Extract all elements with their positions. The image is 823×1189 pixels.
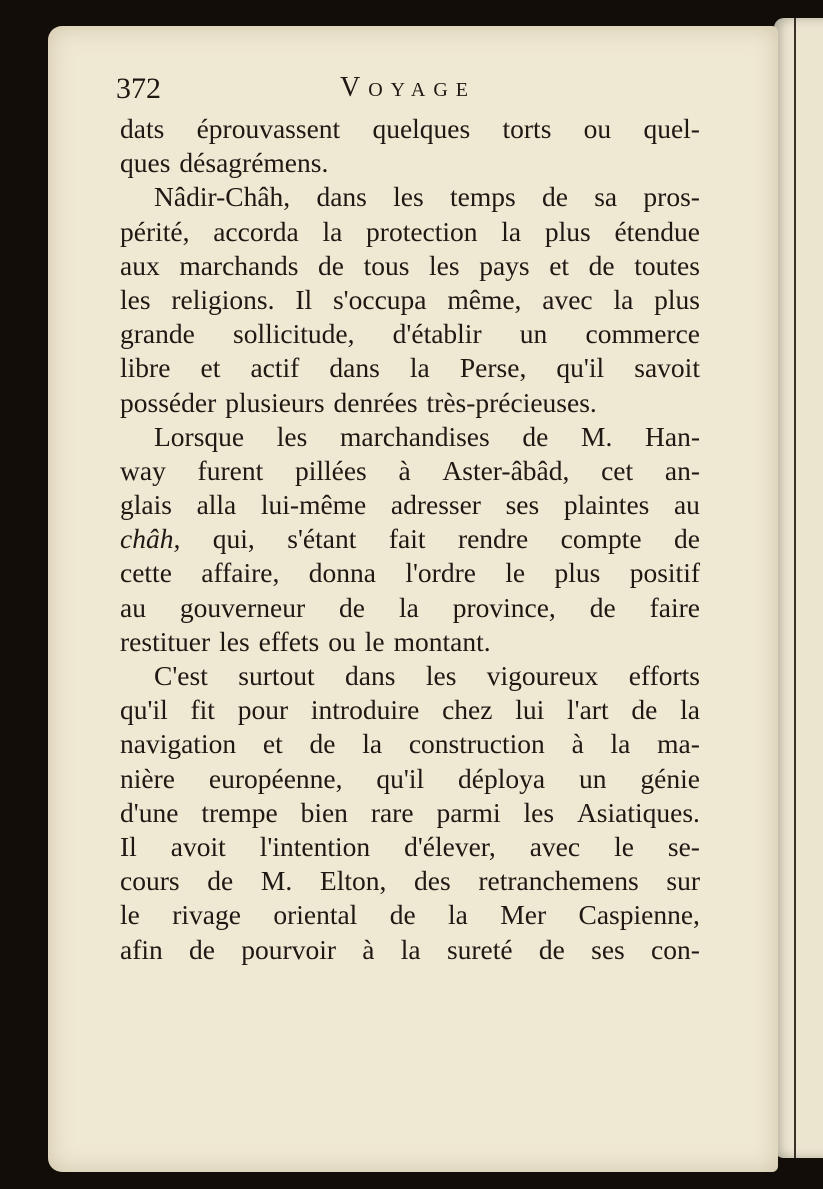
word: d'une (120, 796, 179, 828)
text-line (120, 864, 700, 898)
word: efforts (628, 660, 700, 691)
word: la (362, 728, 383, 760)
word: vigoureux (486, 660, 599, 691)
word: cours (120, 865, 180, 897)
word: très-précieuses. (426, 386, 597, 418)
word: la (322, 215, 343, 247)
word: la (680, 694, 700, 726)
word: de (674, 523, 700, 555)
word: qu'il (376, 762, 425, 794)
word: Il (120, 830, 137, 862)
text-line (120, 454, 700, 488)
word: chez (442, 694, 493, 726)
page-header (116, 72, 546, 108)
word: Caspienne, (578, 899, 700, 931)
word: furent (197, 454, 264, 486)
word: restituer (120, 625, 211, 657)
word: adresser (390, 489, 481, 521)
word: Elton, (319, 865, 387, 897)
word: s'occupa (332, 283, 427, 315)
text-line (120, 830, 700, 864)
word: aux (120, 249, 160, 281)
word: donna (308, 557, 376, 589)
word: savoit (634, 352, 700, 384)
text-line (120, 420, 700, 454)
word: Il (295, 283, 313, 315)
word: effets (258, 625, 320, 657)
text-line (120, 283, 700, 317)
word: d'établir (392, 318, 482, 350)
word: à (398, 454, 411, 486)
word: la (613, 283, 634, 315)
word: l'ordre (405, 557, 476, 589)
word: rivage (172, 899, 241, 931)
word: les (425, 660, 457, 691)
word: trempe (201, 796, 278, 828)
word: génie (640, 762, 700, 794)
word: denrées (333, 386, 418, 418)
word: même, (447, 283, 522, 315)
facing-page-edge (774, 18, 823, 1158)
word: posséder (120, 386, 217, 418)
word: surtout (238, 660, 315, 691)
word: Perse, (459, 352, 527, 384)
word: sureté (446, 933, 513, 965)
word: des (414, 865, 451, 897)
word: dans (345, 660, 396, 691)
text-line (120, 933, 700, 967)
word: éprouvassent (196, 113, 341, 144)
word: nière (120, 762, 175, 794)
word: l'art (566, 694, 609, 726)
word: C'est (154, 660, 208, 691)
word: à (571, 728, 584, 760)
word: au (673, 489, 700, 521)
text-line (120, 180, 700, 214)
word: dans (316, 181, 367, 213)
word: ses (591, 933, 625, 965)
word: étendue (614, 215, 700, 247)
word: construction (408, 728, 545, 760)
word: rare (370, 796, 414, 828)
word: au (120, 591, 146, 623)
word: compte (560, 523, 642, 555)
word: le (505, 557, 526, 589)
word: et (262, 728, 283, 760)
word: qu'il (556, 352, 605, 384)
word: les (276, 420, 308, 452)
word: la (448, 899, 468, 931)
word: les (429, 249, 460, 281)
word: de (339, 591, 366, 623)
word: ma- (657, 728, 700, 760)
word: les (393, 181, 424, 213)
text-line (120, 146, 700, 180)
word: religions. (171, 283, 275, 315)
word: cet (601, 454, 634, 486)
word: tous (363, 249, 410, 281)
text-line (120, 591, 700, 625)
word: de (309, 728, 336, 760)
word: la (610, 728, 631, 760)
text-line (120, 898, 700, 932)
word: avec (529, 830, 581, 862)
word: et (200, 352, 221, 384)
word: protection (366, 215, 478, 247)
word: ques (120, 147, 171, 179)
word: de (631, 694, 658, 726)
word: de (541, 181, 568, 213)
word: désagrémens. (179, 147, 329, 179)
word: cette (120, 557, 172, 589)
word: ses (505, 489, 540, 521)
word: les (120, 283, 151, 315)
word: pays (479, 249, 530, 281)
word: se- (667, 830, 700, 862)
word: introduire (310, 694, 420, 726)
word: sur (666, 865, 700, 897)
word: libre (120, 352, 171, 384)
word: temps (449, 181, 516, 213)
word: l'intention (259, 830, 371, 862)
word: plus (654, 283, 700, 315)
word: les (219, 625, 250, 657)
word: le (364, 625, 385, 657)
word: de (522, 420, 549, 452)
word: commerce (585, 318, 700, 350)
word: à (362, 933, 375, 965)
word: et (549, 249, 570, 281)
word: rendre (457, 523, 529, 555)
word: an- (664, 454, 700, 486)
word: marchands (179, 249, 299, 281)
word: le (614, 830, 634, 862)
word: déploya (458, 762, 546, 794)
word: lui-même (260, 489, 367, 521)
word: les (523, 796, 555, 828)
text-line (120, 762, 700, 796)
word: alla (196, 489, 237, 521)
text-line (120, 488, 700, 522)
text-line (120, 625, 700, 659)
word: grande (120, 318, 195, 350)
word: torts (502, 113, 552, 144)
word: M. (581, 420, 613, 452)
word: d'élever, (404, 830, 496, 862)
text-line (120, 351, 700, 385)
text-line (120, 386, 700, 420)
word: sollicitude, (233, 318, 355, 350)
word: fit (190, 694, 215, 726)
word: pourvoir (241, 933, 337, 965)
word: plus (554, 557, 601, 589)
word: dats (120, 113, 165, 144)
word: fait (388, 523, 426, 555)
text-line (120, 112, 700, 146)
word: qu'il (120, 694, 168, 726)
word: montant. (393, 625, 491, 657)
word: s'étant (287, 523, 357, 555)
word: positif (629, 557, 700, 589)
word: bien (300, 796, 348, 828)
word: M. (260, 865, 293, 897)
word: lui (515, 694, 545, 726)
word: quelques (372, 113, 471, 144)
word: faire (649, 591, 700, 623)
word: de (588, 249, 615, 281)
word: européenne, (208, 762, 343, 794)
word: périté, (120, 215, 190, 247)
word: Aster-âbâd, (442, 454, 570, 486)
word: de (538, 933, 565, 965)
text-line (120, 317, 700, 351)
word: retranchemens (478, 865, 639, 897)
word: ou (583, 113, 612, 144)
text-line (120, 215, 700, 249)
word: Han- (645, 420, 700, 452)
word: de (207, 865, 234, 897)
text-line (120, 796, 700, 830)
word: marchandises (340, 420, 490, 452)
text-line (120, 556, 700, 590)
word: la (501, 215, 522, 247)
word: la (400, 933, 421, 965)
word: pour (237, 694, 289, 726)
word: un (579, 762, 607, 794)
word: de (389, 899, 416, 931)
word: plus (544, 215, 591, 247)
word: actif (250, 352, 300, 384)
word: ou (328, 625, 356, 657)
word: navigation (120, 728, 237, 760)
word: toutes (634, 249, 700, 281)
word: avoit (170, 830, 226, 862)
word: quel- (643, 113, 700, 144)
word: glais (120, 489, 172, 521)
word: pros- (643, 181, 700, 213)
word: qui, (212, 523, 255, 555)
word: Nâdir-Châh, (154, 181, 291, 213)
word: con- (651, 933, 700, 965)
word: gouverneur (179, 591, 306, 623)
body-text (120, 112, 700, 967)
word: châh, (120, 523, 181, 555)
word: de (589, 591, 616, 623)
running-title: Voyage (340, 72, 476, 103)
facing-page-fold (794, 18, 796, 1158)
text-line (120, 727, 700, 761)
word: province, (452, 591, 556, 623)
text-line (120, 659, 700, 693)
word: avec (542, 283, 593, 315)
word: affaire, (201, 557, 280, 589)
text-line (120, 693, 700, 727)
word: la (398, 591, 419, 623)
word: Mer (500, 899, 547, 931)
word: pillées (294, 454, 367, 486)
word: la (409, 352, 430, 384)
word: Lorsque (154, 420, 245, 452)
word: de (189, 933, 216, 965)
word: afin (120, 933, 163, 965)
word: un (519, 318, 548, 350)
word: parmi (436, 796, 501, 828)
word: plaintes (563, 489, 650, 521)
word: Asiatiques. (576, 796, 700, 828)
word: de (318, 249, 344, 281)
word: sa (594, 181, 618, 213)
word: way (120, 454, 166, 486)
word: le (120, 899, 140, 931)
text-line (120, 522, 700, 556)
word: accorda (213, 215, 299, 247)
word: plusieurs (225, 386, 325, 418)
word: oriental (273, 899, 358, 931)
page-number: 372 (116, 72, 161, 105)
text-line (120, 249, 700, 283)
word: dans (329, 352, 380, 384)
